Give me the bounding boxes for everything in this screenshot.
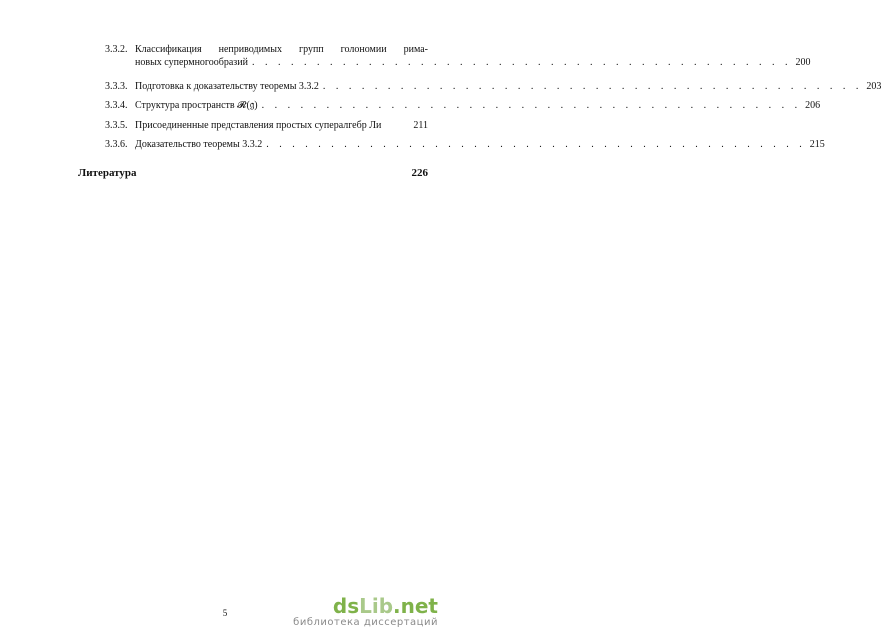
toc-entry-3-3-6[interactable] [105, 138, 825, 151]
toc-entry-title: Присоединенные представления простых супералгебр Ли [135, 120, 382, 131]
toc-entry-title: Подготовка к доказательству теоремы 3.3.2 [135, 81, 319, 92]
toc-leader-dots: . . . . . . . . . . . . . . . . . . . . . . . . . . . . . . . . . . . . . . . . . . [266, 139, 806, 150]
toc-leader-dots: . . . . . . . . . . . . . . . . . . . . . . . . . . . . . . . . . . . . . . . . . . [251, 57, 792, 68]
toc-leader-dots: . . . . . . . . . . . . . . . . . . . . . . . . . . . . . . . . . . . . . . . . . . [322, 81, 863, 92]
toc-entry-title: Структура пространств 𝓡(𝔤) [135, 100, 258, 111]
toc-entry-page: 200 [795, 57, 811, 68]
toc-entry-3-3-5[interactable] [105, 119, 428, 132]
toc-entry-title: Доказательство теоремы 3.3.2 [135, 139, 263, 150]
toc-entry-page: 203 [866, 81, 881, 92]
toc-entry-number: 3.3.5. [105, 120, 128, 131]
toc-entry-page: 211 [413, 120, 428, 131]
watermark-subtitle: библиотека диссертаций [293, 617, 438, 628]
toc-entry-number: 3.3.2. [105, 44, 128, 55]
toc-chapter-bibliography[interactable] [78, 167, 428, 179]
toc-entry-title-line1: Классификация неприводимых групп голономии рима- [135, 44, 428, 55]
toc-entry-title-line2: новых супермногообразий [135, 57, 248, 68]
toc-entry-3-3-2[interactable] [105, 43, 811, 69]
page-number: 5 [222, 608, 228, 618]
toc-entry-page: 215 [809, 139, 825, 150]
watermark-part-net: .net [393, 594, 438, 618]
watermark-part-lib: Lib [359, 594, 394, 618]
chapter-title: Литература [78, 167, 137, 179]
chapter-page: 226 [411, 167, 428, 179]
watermark-part-ds: ds [332, 594, 360, 618]
toc-entry-3-3-4[interactable] [105, 99, 821, 112]
watermark-wordmark [293, 595, 438, 617]
toc-entry-number: 3.3.6. [105, 139, 128, 150]
toc-entry-number: 3.3.3. [105, 81, 128, 92]
toc-entry-number: 3.3.4. [105, 100, 128, 111]
toc-entry-page: 206 [805, 100, 821, 111]
watermark-logo [293, 595, 438, 628]
toc-leader-dots: . . . . . . . . . . . . . . . . . . . . . . . . . . . . . . . . . . . . . . . . . . [261, 100, 802, 111]
toc-entry-3-3-3[interactable] [105, 80, 881, 93]
